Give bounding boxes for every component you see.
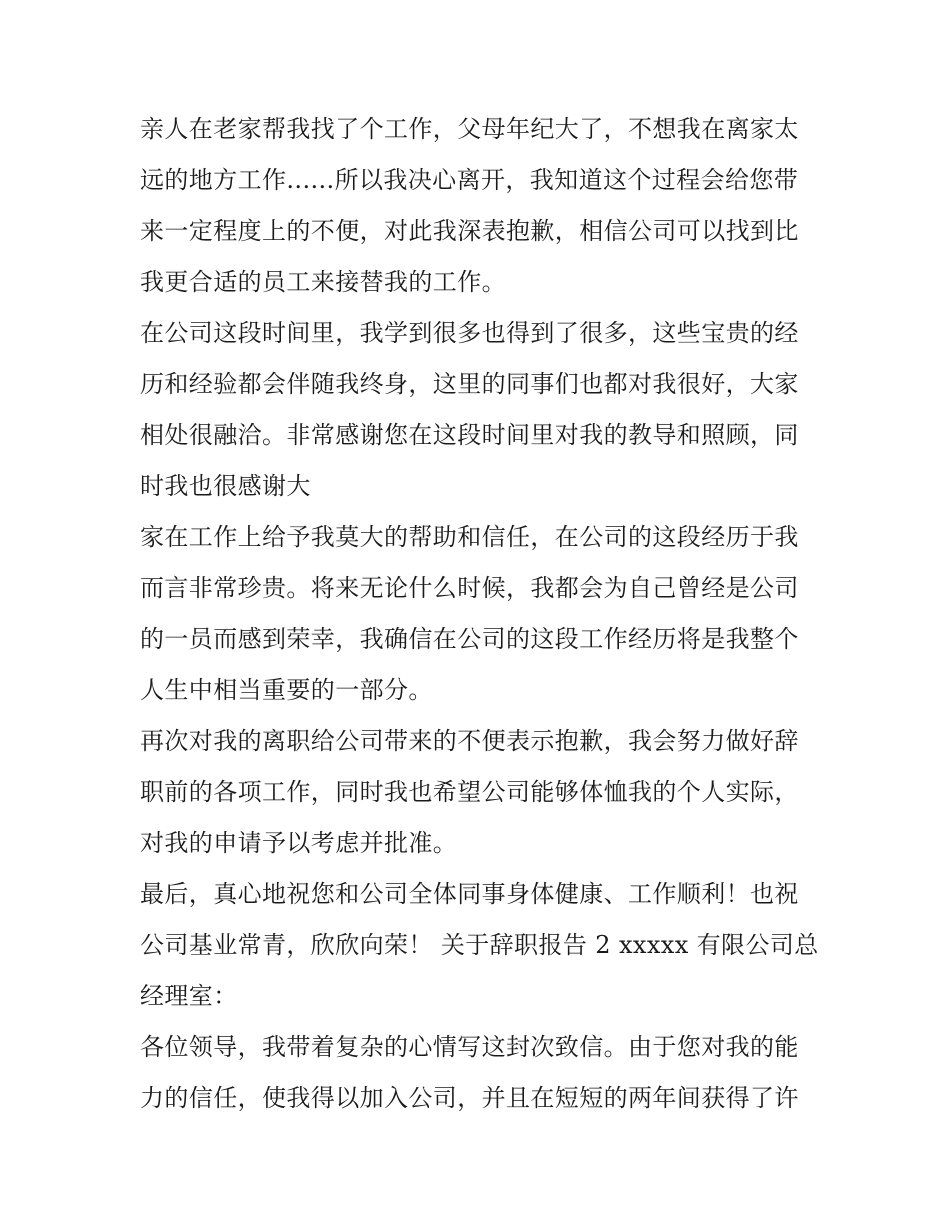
text-line: 力的信任，使我得以加入公司，并且在短短的两年间获得了许	[140, 1084, 799, 1112]
text-line: 各位领导，我带着复杂的心情写这封次致信。由于您对我的能	[140, 1033, 799, 1061]
text-line: 家在工作上给予我莫大的帮助和信任，在公司的这段经历于我	[140, 523, 799, 551]
text-line: 时我也很感谢大	[140, 472, 311, 500]
text-line: 公司基业常青，欣欣向荣！ 关于辞职报告 2 xxxxx 有限公司总	[140, 931, 819, 959]
text-line: 亲人在老家帮我找了个工作，父母年纪大了，不想我在离家太	[140, 115, 799, 143]
text-line: 再次对我的离职给公司带来的不便表示抱歉，我会努力做好辞	[140, 727, 799, 755]
text-line: 人生中相当重要的一部分。	[140, 676, 433, 704]
text-line: 远的地方工作......所以我决心离开，我知道这个过程会给您带	[140, 166, 799, 194]
letter-body	[140, 104, 819, 1124]
text-line: 职前的各项工作，同时我也希望公司能够体恤我的个人实际，	[140, 778, 799, 806]
text-line: 的一员而感到荣幸，我确信在公司的这段工作经历将是我整个	[140, 625, 799, 653]
text-line: 我更合适的员工来接替我的工作。	[140, 268, 506, 296]
text-line: 最后，真心地祝您和公司全体同事身体健康、工作顺利！也祝	[140, 880, 799, 908]
text-line: 在公司这段时间里，我学到很多也得到了很多，这些宝贵的经	[140, 319, 799, 347]
text-line: 相处很融洽。非常感谢您在这段时间里对我的教导和照顾，同	[140, 421, 799, 449]
text-line: 经理室：	[140, 982, 238, 1010]
text-line: 来一定程度上的不便，对此我深表抱歉，相信公司可以找到比	[140, 217, 799, 245]
text-line: 历和经验都会伴随我终身，这里的同事们也都对我很好，大家	[140, 370, 799, 398]
text-line: 对我的申请予以考虑并批准。	[140, 829, 458, 857]
text-line: 而言非常珍贵。将来无论什么时候，我都会为自己曾经是公司	[140, 574, 799, 602]
